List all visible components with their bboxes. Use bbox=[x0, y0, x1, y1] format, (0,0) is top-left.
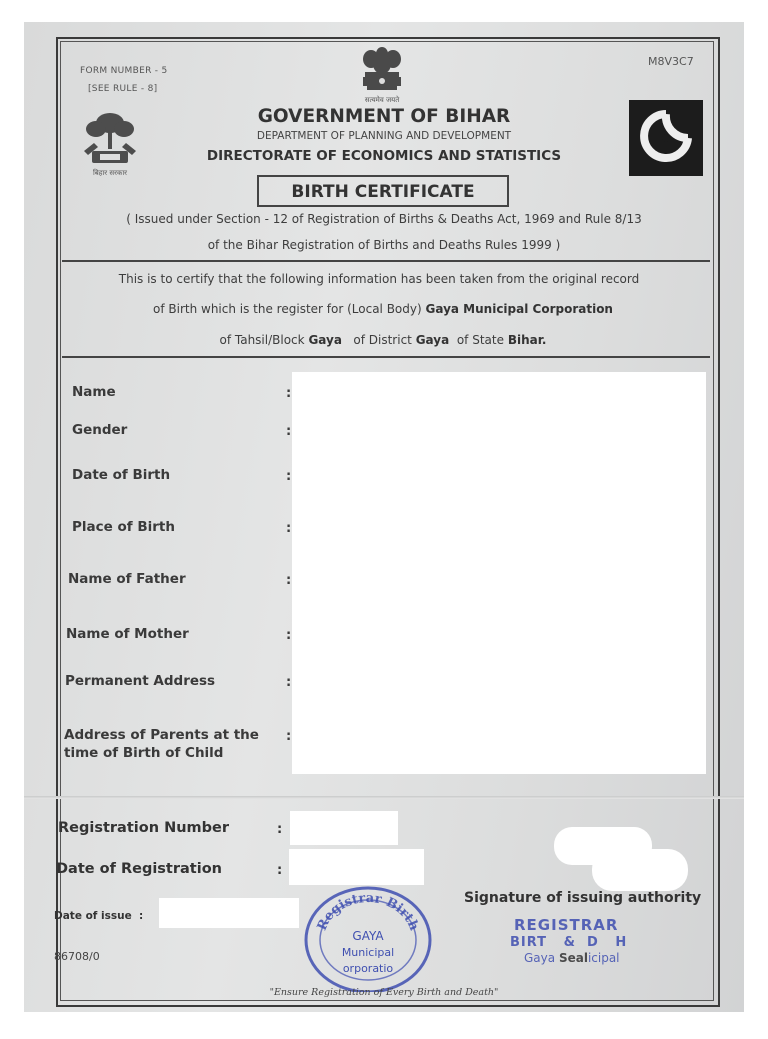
seal-arc-text: Registrar Birth bbox=[314, 890, 422, 933]
issued-under-line-1: ( Issued under Section - 12 of Registration of Births & Deaths Act, 1969 and Rule 8/13 bbox=[126, 212, 642, 226]
colon: : bbox=[286, 386, 292, 401]
field-label-parents-address-2: time of Birth of Child bbox=[64, 745, 224, 761]
see-rule: [SEE RULE - 8] bbox=[88, 84, 158, 94]
state-label: of State bbox=[456, 333, 504, 347]
colon: : bbox=[286, 628, 292, 643]
colon: : bbox=[286, 675, 292, 690]
field-label-permanent-address: Permanent Address bbox=[65, 673, 216, 689]
seal-word: Seal bbox=[558, 951, 588, 965]
block-value: Gaya bbox=[308, 333, 342, 347]
field-label-parents-address-1: Address of Parents at the bbox=[64, 727, 259, 743]
divider-middle bbox=[62, 356, 710, 358]
local-body-name: Gaya Municipal Corporation bbox=[425, 302, 613, 316]
government-title: GOVERNMENT OF BIHAR bbox=[257, 106, 511, 127]
bihar-logo-caption: बिहार सरकार bbox=[92, 169, 128, 177]
field-label-name: Name bbox=[72, 384, 116, 400]
district-value: Gaya bbox=[415, 333, 450, 347]
certify-line-2-text: of Birth which is the register for (Local Body) bbox=[153, 302, 422, 316]
form-number: FORM NUMBER - 5 bbox=[80, 66, 168, 76]
seal-line-2: Municipal bbox=[341, 946, 395, 959]
certificate-code: M8V3C7 bbox=[648, 55, 694, 68]
document-title: BIRTH CERTIFICATE bbox=[257, 175, 509, 207]
field-label-gender: Gender bbox=[72, 422, 128, 438]
colon: : bbox=[286, 521, 292, 536]
registration-number-label: Registration Number bbox=[58, 820, 230, 836]
redacted-signature-2 bbox=[592, 849, 688, 891]
certify-line-1: This is to certify that the following information has been taken from the original record bbox=[118, 272, 640, 286]
national-emblem-icon bbox=[349, 44, 415, 108]
field-label-place-of-birth: Place of Birth bbox=[72, 519, 175, 535]
field-label-mother: Name of Mother bbox=[66, 626, 189, 642]
paper-fold bbox=[24, 796, 744, 799]
certificate-paper bbox=[24, 22, 744, 1012]
state-value: Bihar. bbox=[507, 333, 547, 347]
colon: : bbox=[139, 910, 144, 922]
date-of-issue-text: Date of issue bbox=[54, 910, 132, 922]
date-of-registration-label: Date of Registration bbox=[56, 861, 222, 877]
date-of-issue-label bbox=[54, 910, 143, 922]
certify-line-3 bbox=[24, 333, 742, 347]
serial-number: 86708/0 bbox=[54, 950, 100, 963]
redacted-details-block bbox=[292, 372, 706, 774]
block-label: of Tahsil/Block bbox=[219, 333, 305, 347]
directorate-name: DIRECTORATE OF ECONOMICS AND STATISTICS bbox=[206, 148, 562, 164]
colon: : bbox=[286, 424, 292, 439]
footer-slogan: "Ensure Registration of Every Birth and Death" bbox=[269, 987, 499, 998]
seal-line-1: GAYA bbox=[352, 929, 384, 943]
stamp-line-2: BIRT & D H bbox=[510, 935, 628, 950]
colon: : bbox=[277, 822, 283, 837]
colon: : bbox=[286, 573, 292, 588]
certify-line-2 bbox=[24, 302, 742, 316]
issued-under-line-2: of the Bihar Registration of Births and Deaths Rules 1999 ) bbox=[207, 238, 561, 252]
department-name: DEPARTMENT OF PLANNING AND DEVELOPMENT bbox=[256, 130, 512, 142]
seal-line-3: orporatio bbox=[342, 962, 394, 975]
colon: : bbox=[277, 863, 283, 878]
redacted-registration-date bbox=[289, 849, 424, 885]
colon: : bbox=[286, 469, 292, 484]
divider-top bbox=[62, 260, 710, 262]
field-label-father: Name of Father bbox=[68, 571, 186, 587]
field-label-date-of-birth: Date of Birth bbox=[72, 467, 171, 483]
stamp-tail: icipal bbox=[587, 951, 620, 965]
emblem-motto: सत्यमेव जयते bbox=[364, 96, 400, 104]
redacted-issue-date bbox=[159, 898, 299, 928]
district-label: of District bbox=[353, 333, 412, 347]
redacted-registration-number bbox=[290, 811, 398, 845]
stamp-city: Gaya bbox=[524, 951, 556, 965]
municipal-seal-icon bbox=[302, 882, 434, 992]
stamp-line-3 bbox=[524, 951, 620, 965]
signature-label: Signature of issuing authority bbox=[464, 890, 702, 906]
colon: : bbox=[286, 729, 292, 744]
stamp-line-1: REGISTRAR bbox=[514, 916, 619, 934]
